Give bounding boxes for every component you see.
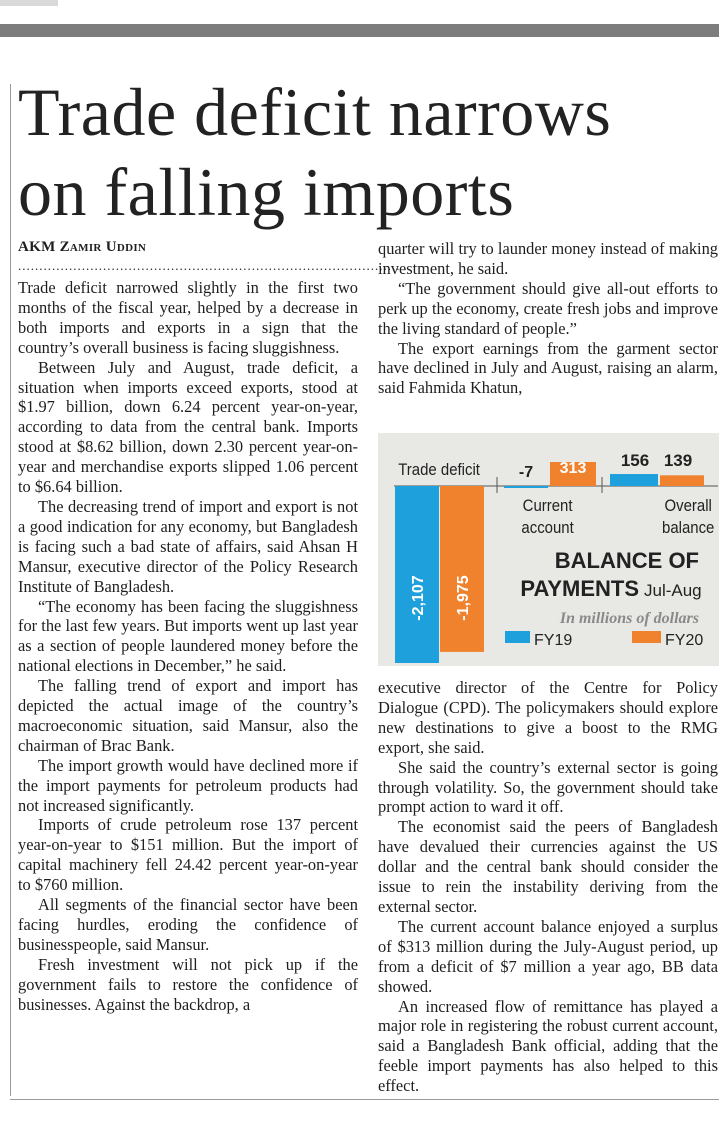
paragraph: Fresh investment will not pick up if the government fails to restore the confidence of businesses. Against the backdrop, a: [18, 954, 358, 1014]
byline: AKM Zamir Uddin: [18, 239, 147, 255]
paragraph: executive director of the Centre for Policy Dialogue (CPD). The policymakers should explore new destinations to give a boost to the RMG export, she said.: [378, 678, 718, 757]
paragraph: quarter will try to launder money instead of making investment, he said.: [378, 239, 718, 278]
legend-label-fy20: FY20: [665, 632, 704, 649]
bottom-rule: [10, 1099, 719, 1100]
legend-label-fy19: FY19: [534, 632, 573, 649]
headline-line-2: on falling imports: [18, 154, 515, 230]
legend-swatch-fy19: [505, 631, 530, 643]
paragraph: “The economy has been facing the sluggishness for the last few years. But imports went up last year as a section of people laundered money before the national elections in December,” he said.: [18, 596, 358, 676]
chart-subtitle: In millions of dollars: [559, 610, 699, 627]
paragraph: Between July and August, trade deficit, a situation when imports exceed exports, stood at $1.97 billion, down 6.24 percent year-on-year, according to data from the central bank. Imports stood at $8.62 billion, down 2.30 percent year-on-year and merchandise exports slipped 1.06 percent to $6.64 billion.: [18, 357, 358, 497]
byline-dotted-rule: ..........................................................................................: [18, 258, 401, 273]
bar-overall-balance-fy20: [660, 475, 704, 486]
paragraph: She said the country’s external sector is going through volatility. So, the government should take prompt action to ward it off.: [378, 757, 718, 817]
category-label-current-account-1: Current: [522, 497, 573, 516]
paragraph: “The government should give all-out efforts to perk up the economy, create fresh jobs and improve the living standard of people.”: [378, 278, 718, 338]
paragraph: The current account balance enjoyed a surplus of $313 million during the July-August period, up from a deficit of $7 million a year ago, BB data showed.: [378, 916, 718, 996]
balance-of-payments-chart: [378, 433, 719, 666]
data-label-current-account-fy20: 313: [559, 460, 587, 477]
article-column-2-top: [378, 239, 718, 398]
data-label-trade-deficit-fy20: -1,975: [455, 575, 472, 621]
headline: [18, 72, 611, 232]
bar-trade-deficit-fy20: [440, 486, 484, 652]
paragraph: The decreasing trend of import and export is not a good indication for any economy, but Bangladesh is facing such a bad state of affairs, said Ahsan H Mansur, executive director of the Policy Research Institute of Bangladesh.: [18, 496, 358, 596]
article-column-1: [18, 278, 358, 1015]
paragraph: The falling trend of export and import has depicted the actual image of the country’s macroeconomic situation, said Mansur, also the chairman of Brac Bank.: [18, 676, 358, 755]
category-label-overall-balance-2: balance: [662, 519, 715, 538]
bar-overall-balance-fy19: [610, 474, 658, 486]
paragraph: The economist said the peers of Bangladesh have devalued their currencies against the US dollar and the central bank should consider the issue to rein the instability deriving from the external sector.: [378, 817, 718, 916]
paragraph: All segments of the financial sector have been facing hurdles, eroding the confidence of businesspeople, said Mansur.: [18, 895, 358, 954]
paragraph: An increased flow of remittance has played a major role in registering the robust current account, said a Bangladesh Bank official, adding that the feeble import payments has also helped to this effect.: [378, 996, 718, 1096]
data-label-overall-balance-fy19: 156: [620, 451, 650, 470]
chart-title-line-2: PAYMENTS: [520, 576, 639, 601]
category-label-trade-deficit: Trade deficit: [398, 461, 480, 480]
paragraph: Imports of crude petroleum rose 137 percent year-on-year to $151 million. But the import of capital machinery fell 24.42 percent year-on-year to $760 million.: [18, 815, 358, 895]
bar-current-account-fy19: [504, 486, 548, 488]
paragraph: The import growth would have declined more if the import payments for petroleum products had not increased significantly.: [18, 755, 358, 815]
data-label-current-account-fy19: -7: [518, 464, 534, 481]
category-label-current-account-2: account: [521, 519, 574, 538]
data-label-overall-balance-fy20: 139: [663, 451, 693, 470]
article-column-2-bottom: [378, 678, 718, 1096]
left-column-rule: [10, 84, 11, 1096]
category-label-overall-balance-1: Overall: [664, 497, 712, 516]
legend-swatch-fy20: [632, 631, 661, 643]
top-color-bar: [0, 24, 719, 37]
paragraph: The export earnings from the garment sector have declined in July and August, raising an alarm, said Fahmida Khatun,: [378, 338, 718, 398]
chart-svg: [378, 433, 719, 666]
data-label-trade-deficit-fy19: -2,107: [410, 575, 427, 621]
chart-title-line-1: BALANCE OF: [554, 548, 699, 573]
top-tab-marker: [0, 0, 58, 6]
paragraph: Trade deficit narrowed slightly in the first two months of the fiscal year, helped by a decrease in both imports and exports in a sign that the country’s overall business is facing sluggishness.: [18, 278, 358, 357]
bar-trade-deficit-fy19: [395, 486, 439, 663]
chart-title-period: Jul-Aug: [644, 581, 702, 600]
headline-line-1: Trade deficit narrows: [18, 74, 612, 150]
